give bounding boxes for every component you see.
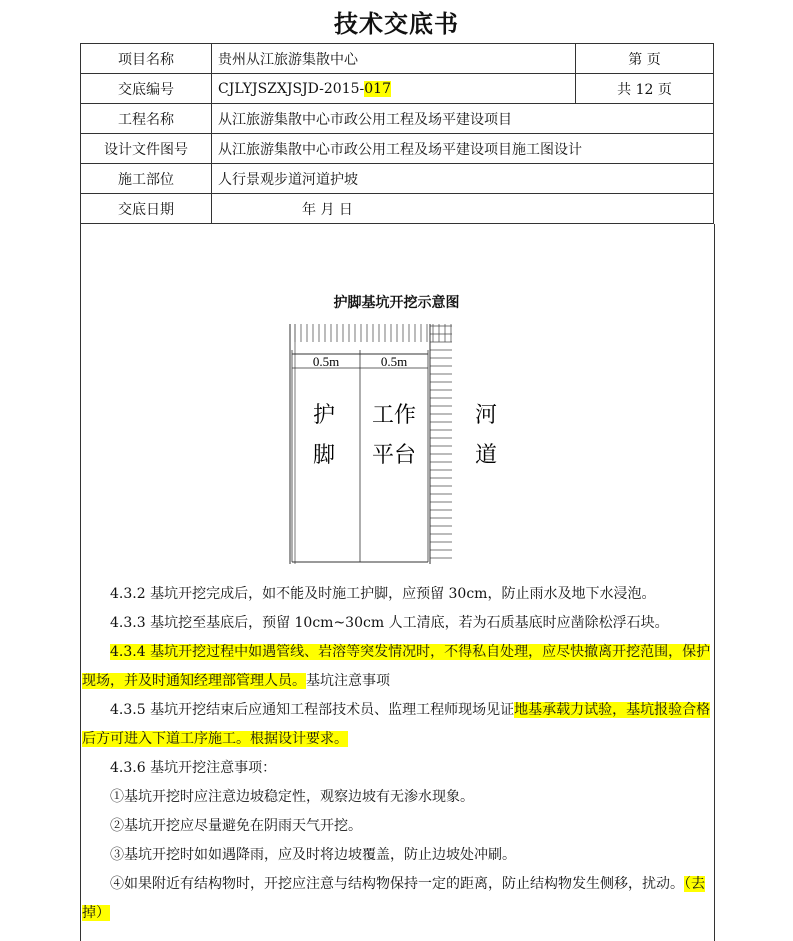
project-name-value: 贵州从江旅游集散中心 [212, 44, 576, 74]
highlighted-text: （去掉） [82, 876, 705, 921]
paragraph-head: ④如果附近有结构物时，开挖应注意与结构物保持一定的距离，防止结构物发生侧移，扰动。 [110, 876, 684, 892]
highlighted-text: 4.3.4 基坑开挖过程中如遇管线、岩溶等突发情况时，不得私自处理，应尽快撤离开挖范围，保护现场，并及时通知经理部管理人员。 [82, 644, 711, 689]
dim-right-label: 0.5m [380, 354, 408, 369]
label-hujiao-1: 护 [312, 403, 336, 428]
label-river-1: 河 [474, 403, 498, 428]
date-label: 交底日期 [81, 194, 212, 224]
highlighted-text: 地基承载力试验，基坑报验合格后方可进入下道工序施工。根据设计要求。 [82, 702, 711, 747]
paragraph [82, 638, 712, 696]
dim-left-label: 0.5m [312, 354, 340, 369]
date-value: 年 月 日 [212, 194, 714, 224]
table-row [81, 44, 714, 74]
document-title: 技术交底书 [334, 10, 459, 38]
diagram-title: 护脚基坑开挖示意图 [333, 295, 460, 311]
excavation-diagram [286, 322, 506, 567]
design-label: 设计文件图号 [81, 134, 212, 164]
code-value [212, 74, 576, 104]
table-row [81, 74, 714, 104]
paragraph-tail: 基坑注意事项 [306, 673, 390, 689]
eng-name-label: 工程名称 [81, 104, 212, 134]
part-value: 人行景观步道河道护坡 [212, 164, 714, 194]
paragraph: ①基坑开挖时应注意边坡稳定性，观察边坡有无渗水现象。 [110, 789, 474, 805]
label-platform-1: 工作 [371, 403, 417, 428]
eng-name-value: 从江旅游集散中心市政公用工程及场平建设项目 [212, 104, 714, 134]
total-pages: 共 12 页 [576, 74, 714, 104]
table-row [81, 194, 714, 224]
paragraph: ②基坑开挖应尽量避免在阴雨天气开挖。 [110, 818, 362, 834]
paragraph: ③基坑开挖时如如遇降雨，应及时将边坡覆盖，防止边坡处冲刷。 [110, 847, 516, 863]
table-row [81, 104, 714, 134]
paragraph: 4.3.3 基坑挖至基底后，预留 10cm~30cm 人工清底，若为石质基底时应凿除松浮石块。 [110, 615, 669, 631]
top-soil-hatch [290, 324, 452, 342]
design-value: 从江旅游集散中心市政公用工程及场平建设项目施工图设计 [212, 134, 714, 164]
project-name-label: 项目名称 [81, 44, 212, 74]
part-label: 施工部位 [81, 164, 212, 194]
code-prefix: CJLYJSZXJSJD-2015- [218, 80, 365, 97]
paragraph: 4.3.6 基坑开挖注意事项： [110, 760, 277, 776]
label-platform-2: 平台 [371, 443, 417, 468]
label-river-2: 道 [474, 443, 498, 468]
code-label: 交底编号 [81, 74, 212, 104]
table-row [81, 164, 714, 194]
label-hujiao-2: 脚 [312, 443, 336, 468]
left-soil-hatch [290, 324, 298, 564]
info-table [80, 43, 714, 224]
paragraph [82, 696, 712, 754]
paragraph [82, 870, 712, 928]
right-soil-hatch [430, 324, 452, 564]
paragraph: 4.3.2 基坑开挖完成后，如不能及时施工护脚，应预留 30cm，防止雨水及地下水浸泡。 [110, 586, 656, 602]
table-row [81, 134, 714, 164]
code-suffix-highlight: 017 [364, 80, 391, 97]
paragraph-head: 4.3.5 基坑开挖结束后应通知工程部技术员、监理工程师现场见证 [110, 702, 515, 718]
body-text [82, 580, 712, 928]
page-number-label: 第 页 [576, 44, 714, 74]
